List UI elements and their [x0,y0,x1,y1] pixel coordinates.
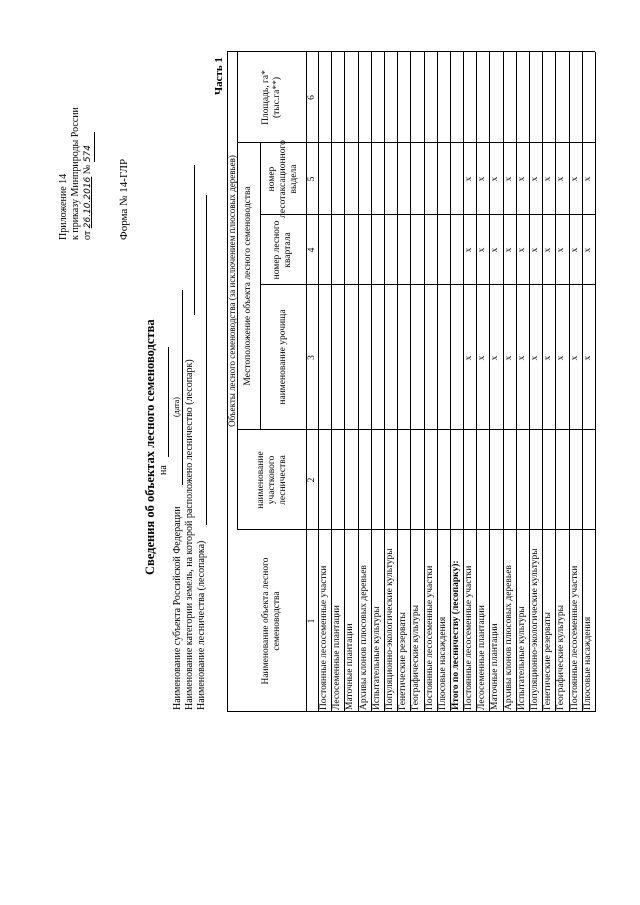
table-right-border [227,51,595,52]
header-location: Местоположение объекта лесного семеноводства [242,186,253,386]
table-bottom-border [595,52,596,712]
col-number-3: 3 [306,355,317,360]
x-mark: x [504,355,514,361]
land-category-line [194,165,195,315]
x-mark: x [583,355,593,361]
date-caption: (дата) [172,397,181,417]
x-mark: x [530,247,540,253]
page-title: Сведения об объектах лесного семеноводства [143,319,157,575]
subject-label: Наименование субъекта Российской Федерации [172,506,183,710]
x-mark: x [556,176,566,182]
x-mark: x [570,176,580,182]
x-mark: x [570,355,580,361]
x-mark: x [530,176,540,182]
x-mark: x [530,355,540,361]
row-label: Архивы клонов плюсовых деревьев [504,565,514,710]
row-label: Архивы клонов плюсовых деревьев [359,565,369,710]
appendix-line-3 [82,132,95,240]
appendix-date: 26.10.2016 [83,176,93,229]
header-col3: наименование урочища [277,309,288,405]
x-mark: x [543,247,553,253]
x-mark: x [477,247,487,253]
x-mark: x [517,176,527,182]
part-label: Часть 1 [213,57,225,95]
row-label: Постоянные лесосеменные участки [570,565,580,710]
x-mark: x [556,355,566,361]
x-mark: x [464,247,474,253]
row-label: Постоянные лесосеменные участки [319,565,329,710]
row-label: Испытательные культуры [517,606,527,710]
form-number: Форма № 14-ГЛР [118,158,130,240]
col-number-2: 2 [306,477,317,483]
date-line [168,347,169,457]
super-header: Объекты лесного семеноводства (за исключением плюсовых деревьев) [226,155,237,427]
x-mark: x [583,176,593,182]
x-mark: x [504,176,514,182]
row-label: Лесосеменные плантации [477,605,487,710]
title-na: на [158,465,169,475]
row-label: Генетические резерваты [398,612,408,710]
row-label: Маточные плантации [345,623,355,710]
forestry-line [206,195,207,525]
header-col6: Площадь, га*(тыс.га**) [261,70,282,125]
x-mark: x [490,247,500,253]
x-mark: x [477,176,487,182]
row-label: Лесосеменные плантации [332,605,342,710]
location-line [260,143,261,430]
x-mark: x [490,355,500,361]
x-mark: x [517,355,527,361]
x-mark: x [543,355,553,361]
header-col2: наименование участкового лесничества [255,451,288,509]
row-label: Генетические резерваты [543,612,553,710]
row-label: Плюсовые насаждения [583,616,593,710]
row-label: Маточные плантации [490,623,500,710]
forestry-label: Наименование лесничества (лесопарка) [196,540,207,710]
row-label: Популяционно-экологические культуры [385,548,395,710]
row-label: Популяционно-экологические культуры [530,548,540,710]
x-mark: x [517,247,527,253]
x-mark: x [464,355,474,361]
x-mark: x [504,247,514,253]
col-number-1: 1 [306,618,317,624]
col-number-6: 6 [306,95,317,100]
x-mark: x [570,247,580,253]
appendix-number: 574 [83,132,95,162]
row-label: Географические культуры [556,604,566,710]
row-label: Постоянные лесосеменные участки [425,565,435,710]
row-label: Плюсовые насаждения [438,616,448,710]
header-col5: номер лесотаксационного выдела [266,140,299,218]
x-mark: x [464,176,474,182]
col-number-5: 5 [306,176,317,182]
col-number-4: 4 [306,247,317,253]
x-mark: x [477,355,487,361]
header-col1: Наименование объекта лесного семеноводства [261,557,282,685]
appendix-from: от [82,230,93,240]
appendix-line-1: Приложение 14 [58,173,69,240]
land-category-label: Наименование категории земель, на которой расположено лесничество (лесопарк) [184,359,195,710]
row-label: Постоянные лесосеменные участки [464,565,474,710]
row-label: Географические культуры [411,604,421,710]
total-row-label: Итого по лесничеству (лесопарку): [451,560,461,710]
appendix-line-2: к приказу Минприроды России [70,107,81,240]
x-mark: x [490,176,500,182]
x-mark: x [543,176,553,182]
x-mark: x [583,247,593,253]
header-col4: номер лесного квартала [272,220,293,280]
subject-line [182,290,183,485]
x-mark: x [556,247,566,253]
row-label: Испытательные культуры [372,606,382,710]
table-left-border [227,711,595,712]
appendix-no-sign: № [82,164,93,175]
